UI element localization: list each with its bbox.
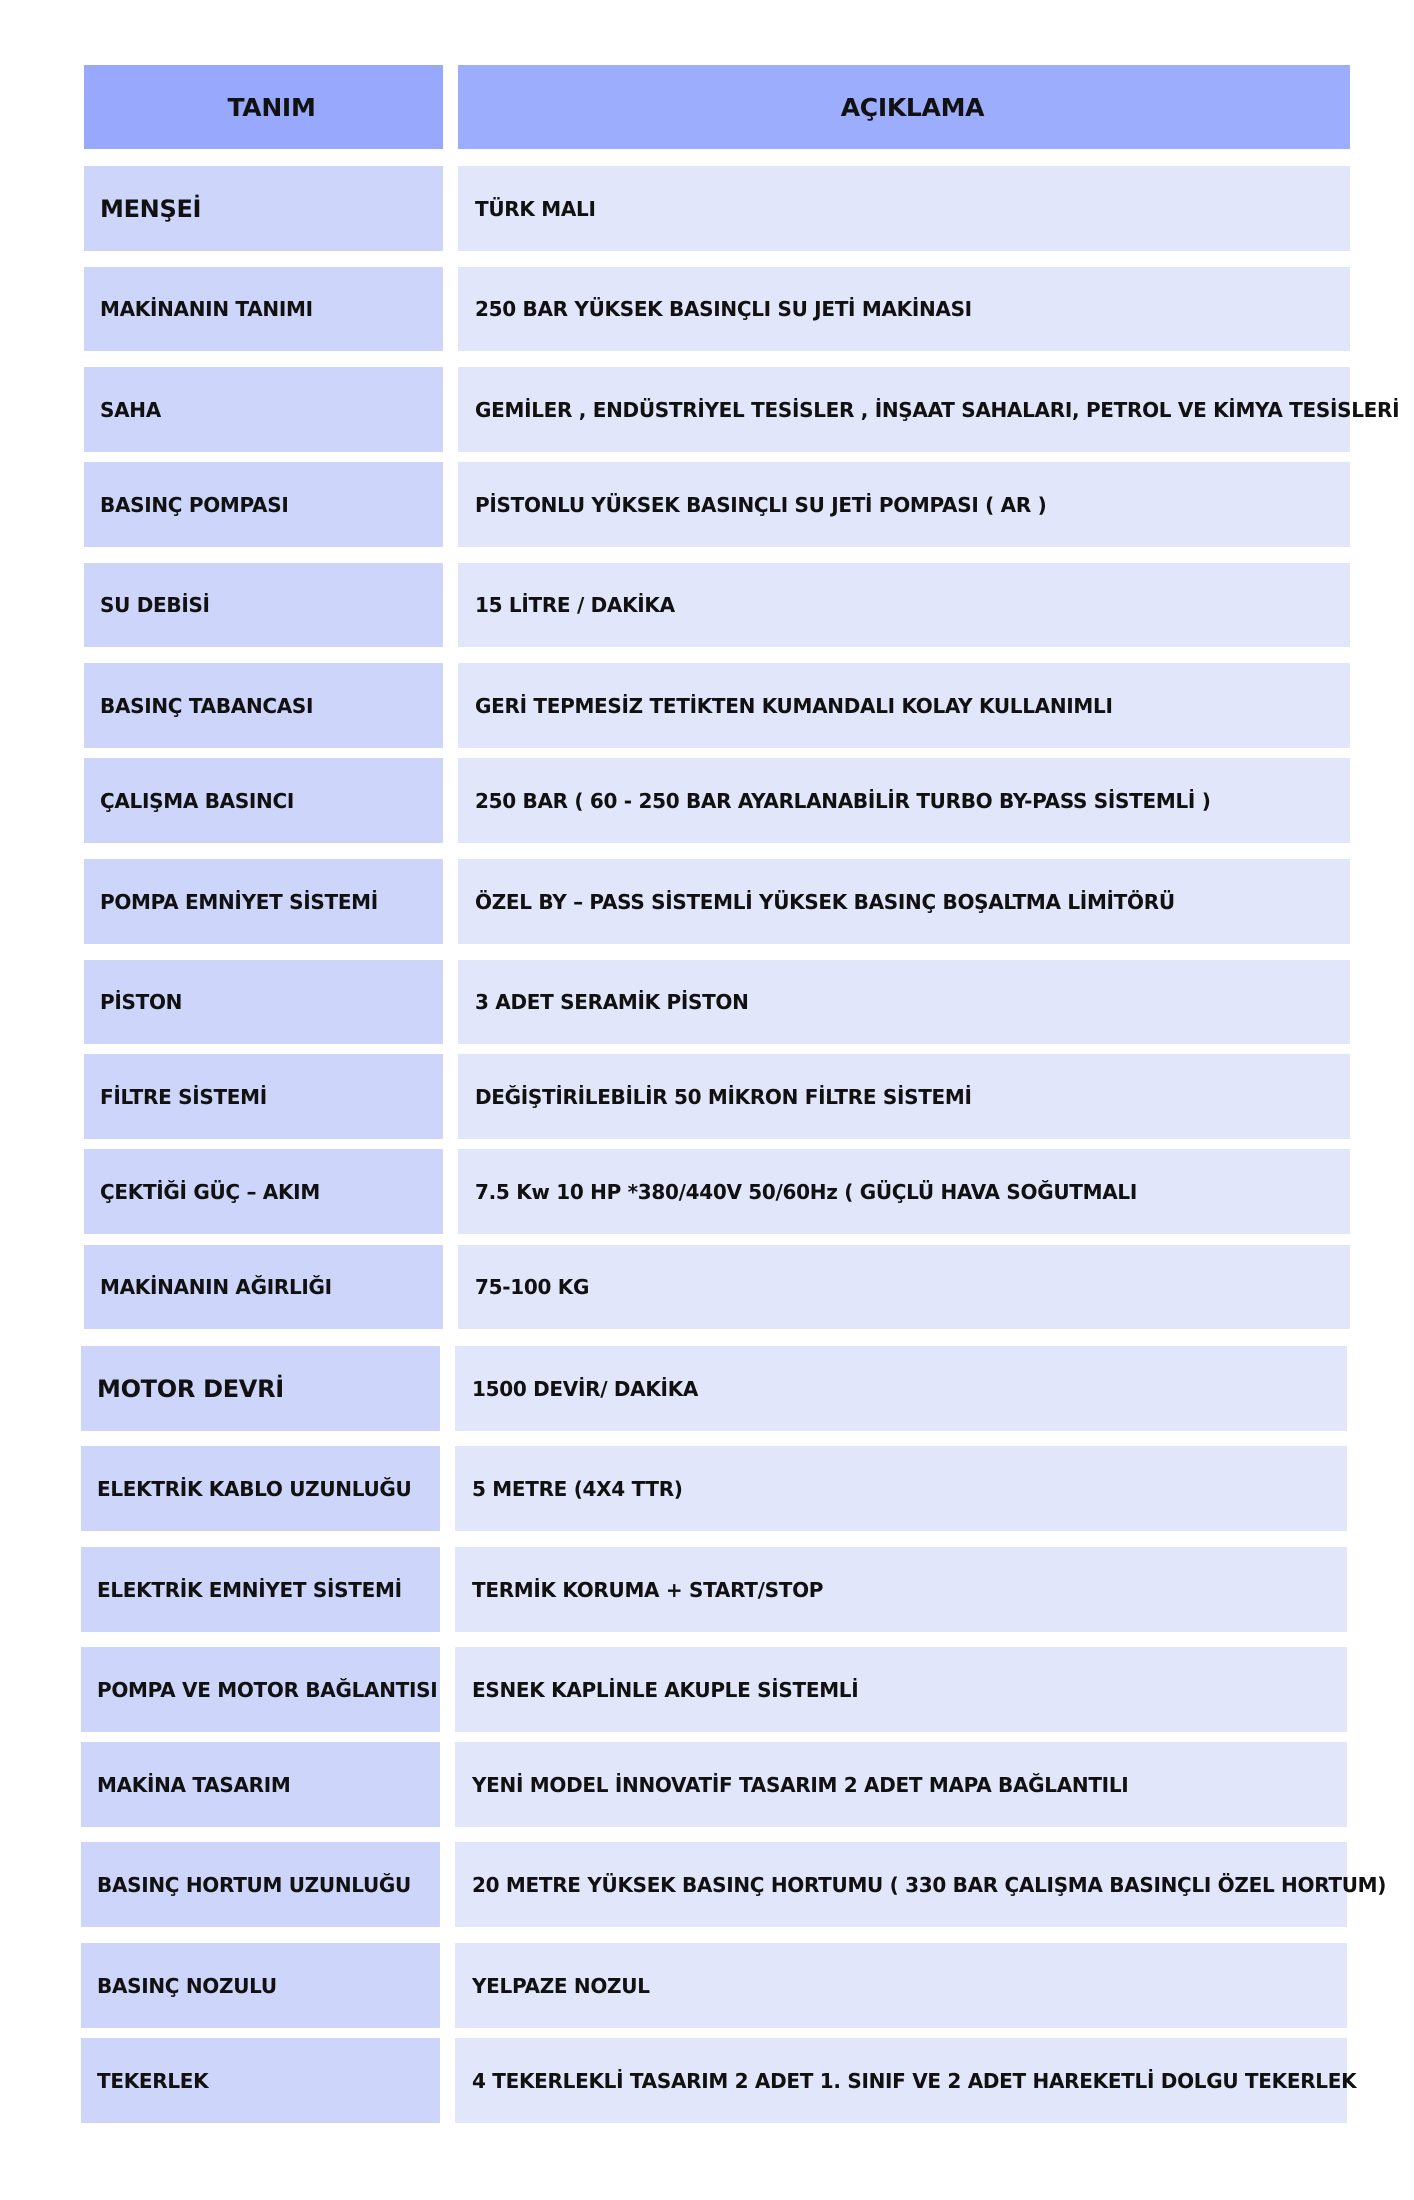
row-label: MOTOR DEVRİ — [81, 1346, 440, 1431]
row-value: 15 LİTRE / DAKİKA — [458, 563, 1350, 647]
row-label: POMPA EMNİYET SİSTEMİ — [84, 859, 443, 944]
row-label: BASINÇ HORTUM UZUNLUĞU — [81, 1842, 440, 1927]
row-value: 250 BAR YÜKSEK BASINÇLI SU JETİ MAKİNASI — [458, 267, 1350, 351]
row-label: POMPA VE MOTOR BAĞLANTISI — [81, 1647, 440, 1732]
row-value: ESNEK KAPLİNLE AKUPLE SİSTEMLİ — [455, 1647, 1347, 1732]
row-value: 250 BAR ( 60 - 250 BAR AYARLANABİLİR TURBO BY-PASS SİSTEMLİ ) — [458, 758, 1350, 843]
row-label: ÇEKTİĞİ GÜÇ – AKIM — [84, 1149, 443, 1234]
row-value: 3 ADET SERAMİK PİSTON — [458, 960, 1350, 1044]
row-label: BASINÇ NOZULU — [81, 1943, 440, 2028]
row-value: 7.5 Kw 10 HP *380/440V 50/60Hz ( GÜÇLÜ HAVA SOĞUTMALI — [458, 1149, 1350, 1234]
row-label: MAKİNANIN TANIMI — [84, 267, 443, 351]
row-value: TÜRK MALI — [458, 166, 1350, 251]
row-value: 4 TEKERLEKLİ TASARIM 2 ADET 1. SINIF VE 2 ADET HAREKETLİ DOLGU TEKERLEK — [455, 2038, 1347, 2123]
row-value: PİSTONLU YÜKSEK BASINÇLI SU JETİ POMPASI ( AR ) — [458, 462, 1350, 547]
row-label: TEKERLEK — [81, 2038, 440, 2123]
row-label: ÇALIŞMA BASINCI — [84, 758, 443, 843]
row-value: 20 METRE YÜKSEK BASINÇ HORTUMU ( 330 BAR ÇALIŞMA BASINÇLI ÖZEL HORTUM) — [455, 1842, 1347, 1927]
row-label: SAHA — [84, 367, 443, 452]
row-label: ELEKTRİK EMNİYET SİSTEMİ — [81, 1547, 440, 1632]
row-label: BASINÇ TABANCASI — [84, 663, 443, 748]
row-value: TERMİK KORUMA + START/STOP — [455, 1547, 1347, 1632]
row-value: YENİ MODEL İNNOVATİF TASARIM 2 ADET MAPA BAĞLANTILI — [455, 1742, 1347, 1827]
header-tanim: TANIM — [84, 65, 443, 149]
row-label: ELEKTRİK KABLO UZUNLUĞU — [81, 1446, 440, 1531]
header-aciklama: AÇIKLAMA — [458, 65, 1350, 149]
row-value: DEĞİŞTİRİLEBİLİR 50 MİKRON FİLTRE SİSTEMİ — [458, 1054, 1350, 1139]
row-label: MAKİNA TASARIM — [81, 1742, 440, 1827]
row-value: ÖZEL BY – PASS SİSTEMLİ YÜKSEK BASINÇ BOŞALTMA LİMİTÖRÜ — [458, 859, 1350, 944]
row-label: MAKİNANIN AĞIRLIĞI — [84, 1245, 443, 1329]
row-label: MENŞEİ — [84, 166, 443, 251]
row-value: YELPAZE NOZUL — [455, 1943, 1347, 2028]
row-label: BASINÇ POMPASI — [84, 462, 443, 547]
row-value: GEMİLER , ENDÜSTRİYEL TESİSLER , İNŞAAT SAHALARI, PETROL VE KİMYA TESİSLERİ — [458, 367, 1350, 452]
row-label: PİSTON — [84, 960, 443, 1044]
row-value: GERİ TEPMESİZ TETİKTEN KUMANDALI KOLAY KULLANIMLI — [458, 663, 1350, 748]
row-value: 1500 DEVİR/ DAKİKA — [455, 1346, 1347, 1431]
row-label: SU DEBİSİ — [84, 563, 443, 647]
row-label: FİLTRE SİSTEMİ — [84, 1054, 443, 1139]
row-value: 5 METRE (4X4 TTR) — [455, 1446, 1347, 1531]
row-value: 75-100 KG — [458, 1245, 1350, 1329]
